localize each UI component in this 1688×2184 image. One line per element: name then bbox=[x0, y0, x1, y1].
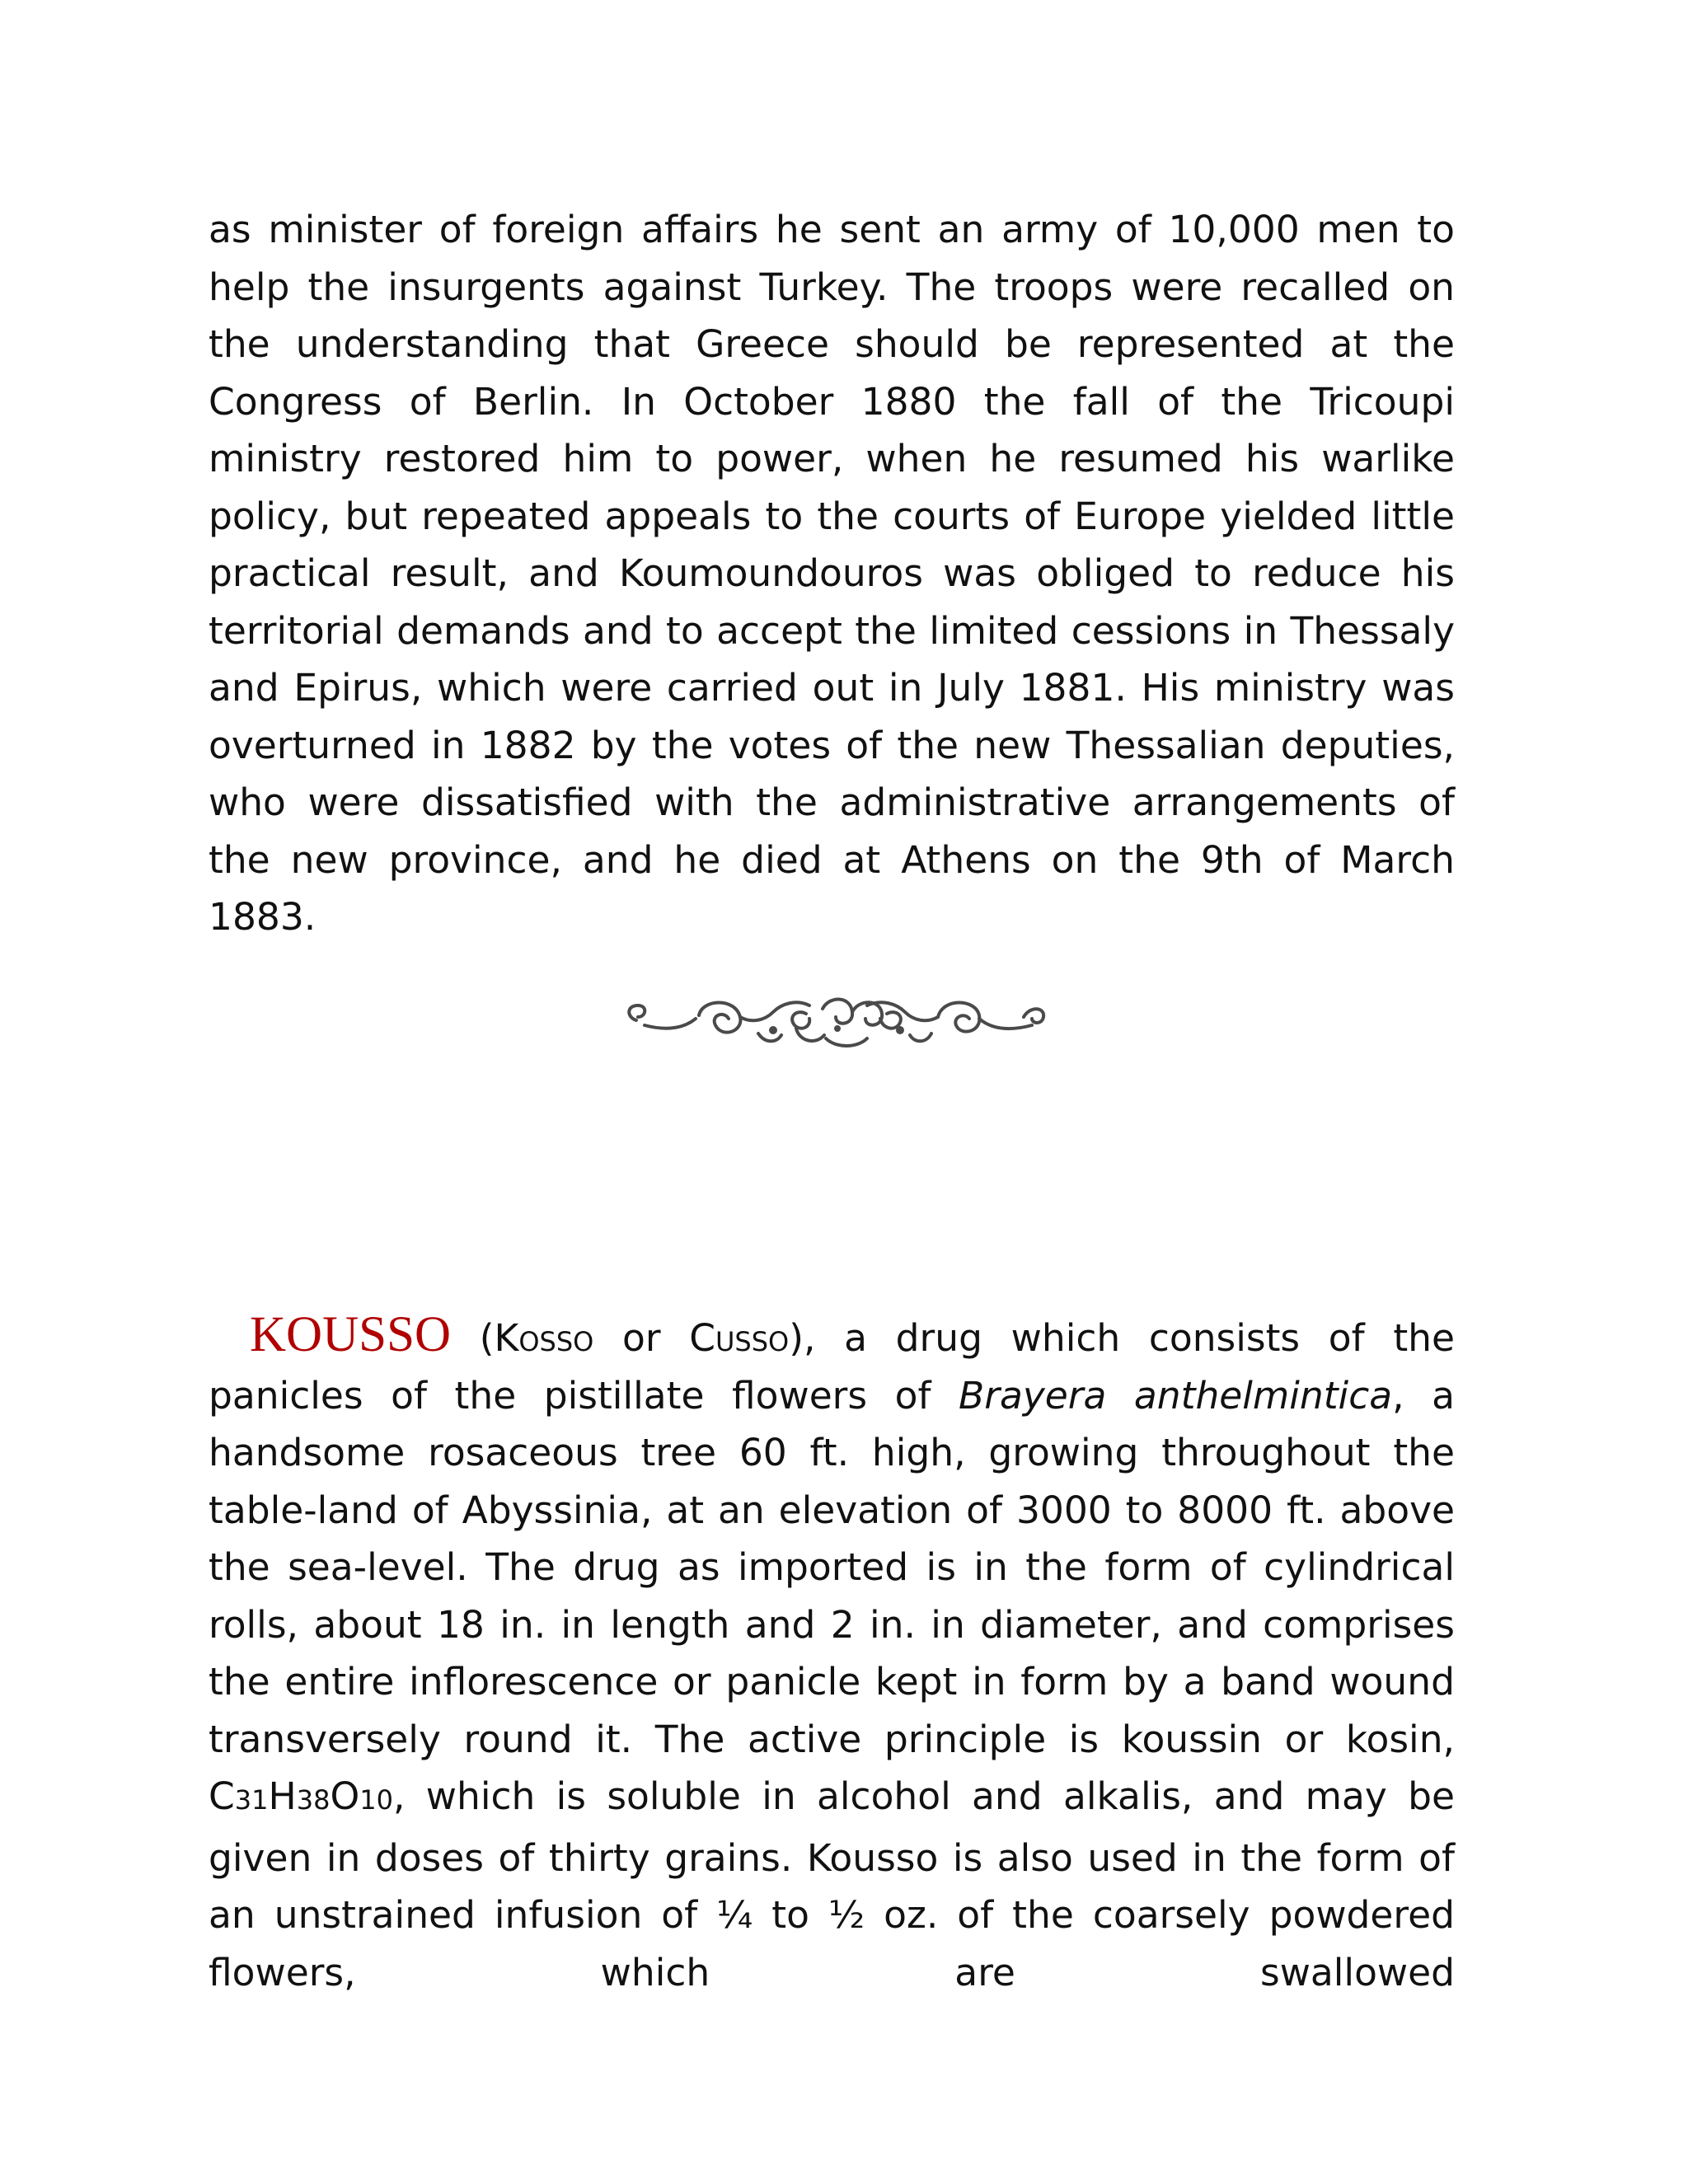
or-word: or bbox=[593, 1316, 690, 1360]
entry-text-body: , a handsome rosaceous tree 60 ft. high, growing throughout the table-land of Abyssinia, at an elevation of 3000 to 8000 ft. above the sea-level. The drug as imported is in the form of cylindrical rolls, about 18 in. in length and 2 in. in diameter, and comprises the entire inflorescence or panicle kept in form by a band wound transversely round it. The active principle is koussin or kosin, bbox=[209, 1373, 1455, 1761]
decorative-scroll-ornament-icon bbox=[620, 981, 1048, 1060]
paragraph-kousso-entry bbox=[209, 1306, 1455, 2001]
alt-name-cusso: Cusso bbox=[689, 1316, 790, 1360]
chemical-formula: C31H38O10 bbox=[209, 1774, 393, 1818]
paragraph-koumoundouros-continued: as minister of foreign affairs he sent an army of 10,000 men to help the insurgents against Turkey. The troops were recalled on the understanding that Greece should be represented at the Congress of Berlin. In October 1880 the fall of the Tricoupi ministry restored him to power, when he resumed his warlike policy, but repeated appeals to the courts of Europe yielded little practical result, and Koumoundouros was obliged to reduce his territorial demands and to accept the limited cessions in Thessaly and Epirus, which were carried out in July 1881. His ministry was overturned in 1882 by the votes of the new Thessalian deputies, who were dissatisfied with the administrative arrangements of the new province, and he died at Athens on the 9th of March 1883. bbox=[209, 208, 1455, 939]
page-content bbox=[209, 201, 1455, 1994]
alt-name-kosso: Kosso bbox=[494, 1316, 594, 1360]
paren-open: ( bbox=[451, 1316, 495, 1360]
species-name: Brayera anthelmintica bbox=[959, 1373, 1393, 1418]
headword: KOUSSO bbox=[250, 1307, 452, 1362]
entry-text-end: , which is soluble in alcohol and alkalis, and may be given in doses of thirty grains. Kousso is also used in the form of an unstrained infusion of ¼ to ½ oz. of the coarsely powdered flowers, which are swallowed bbox=[209, 1774, 1455, 1994]
entry-text-intro: ), a drug which consists of the panicles of the pistillate flowers of bbox=[209, 1316, 1455, 1418]
